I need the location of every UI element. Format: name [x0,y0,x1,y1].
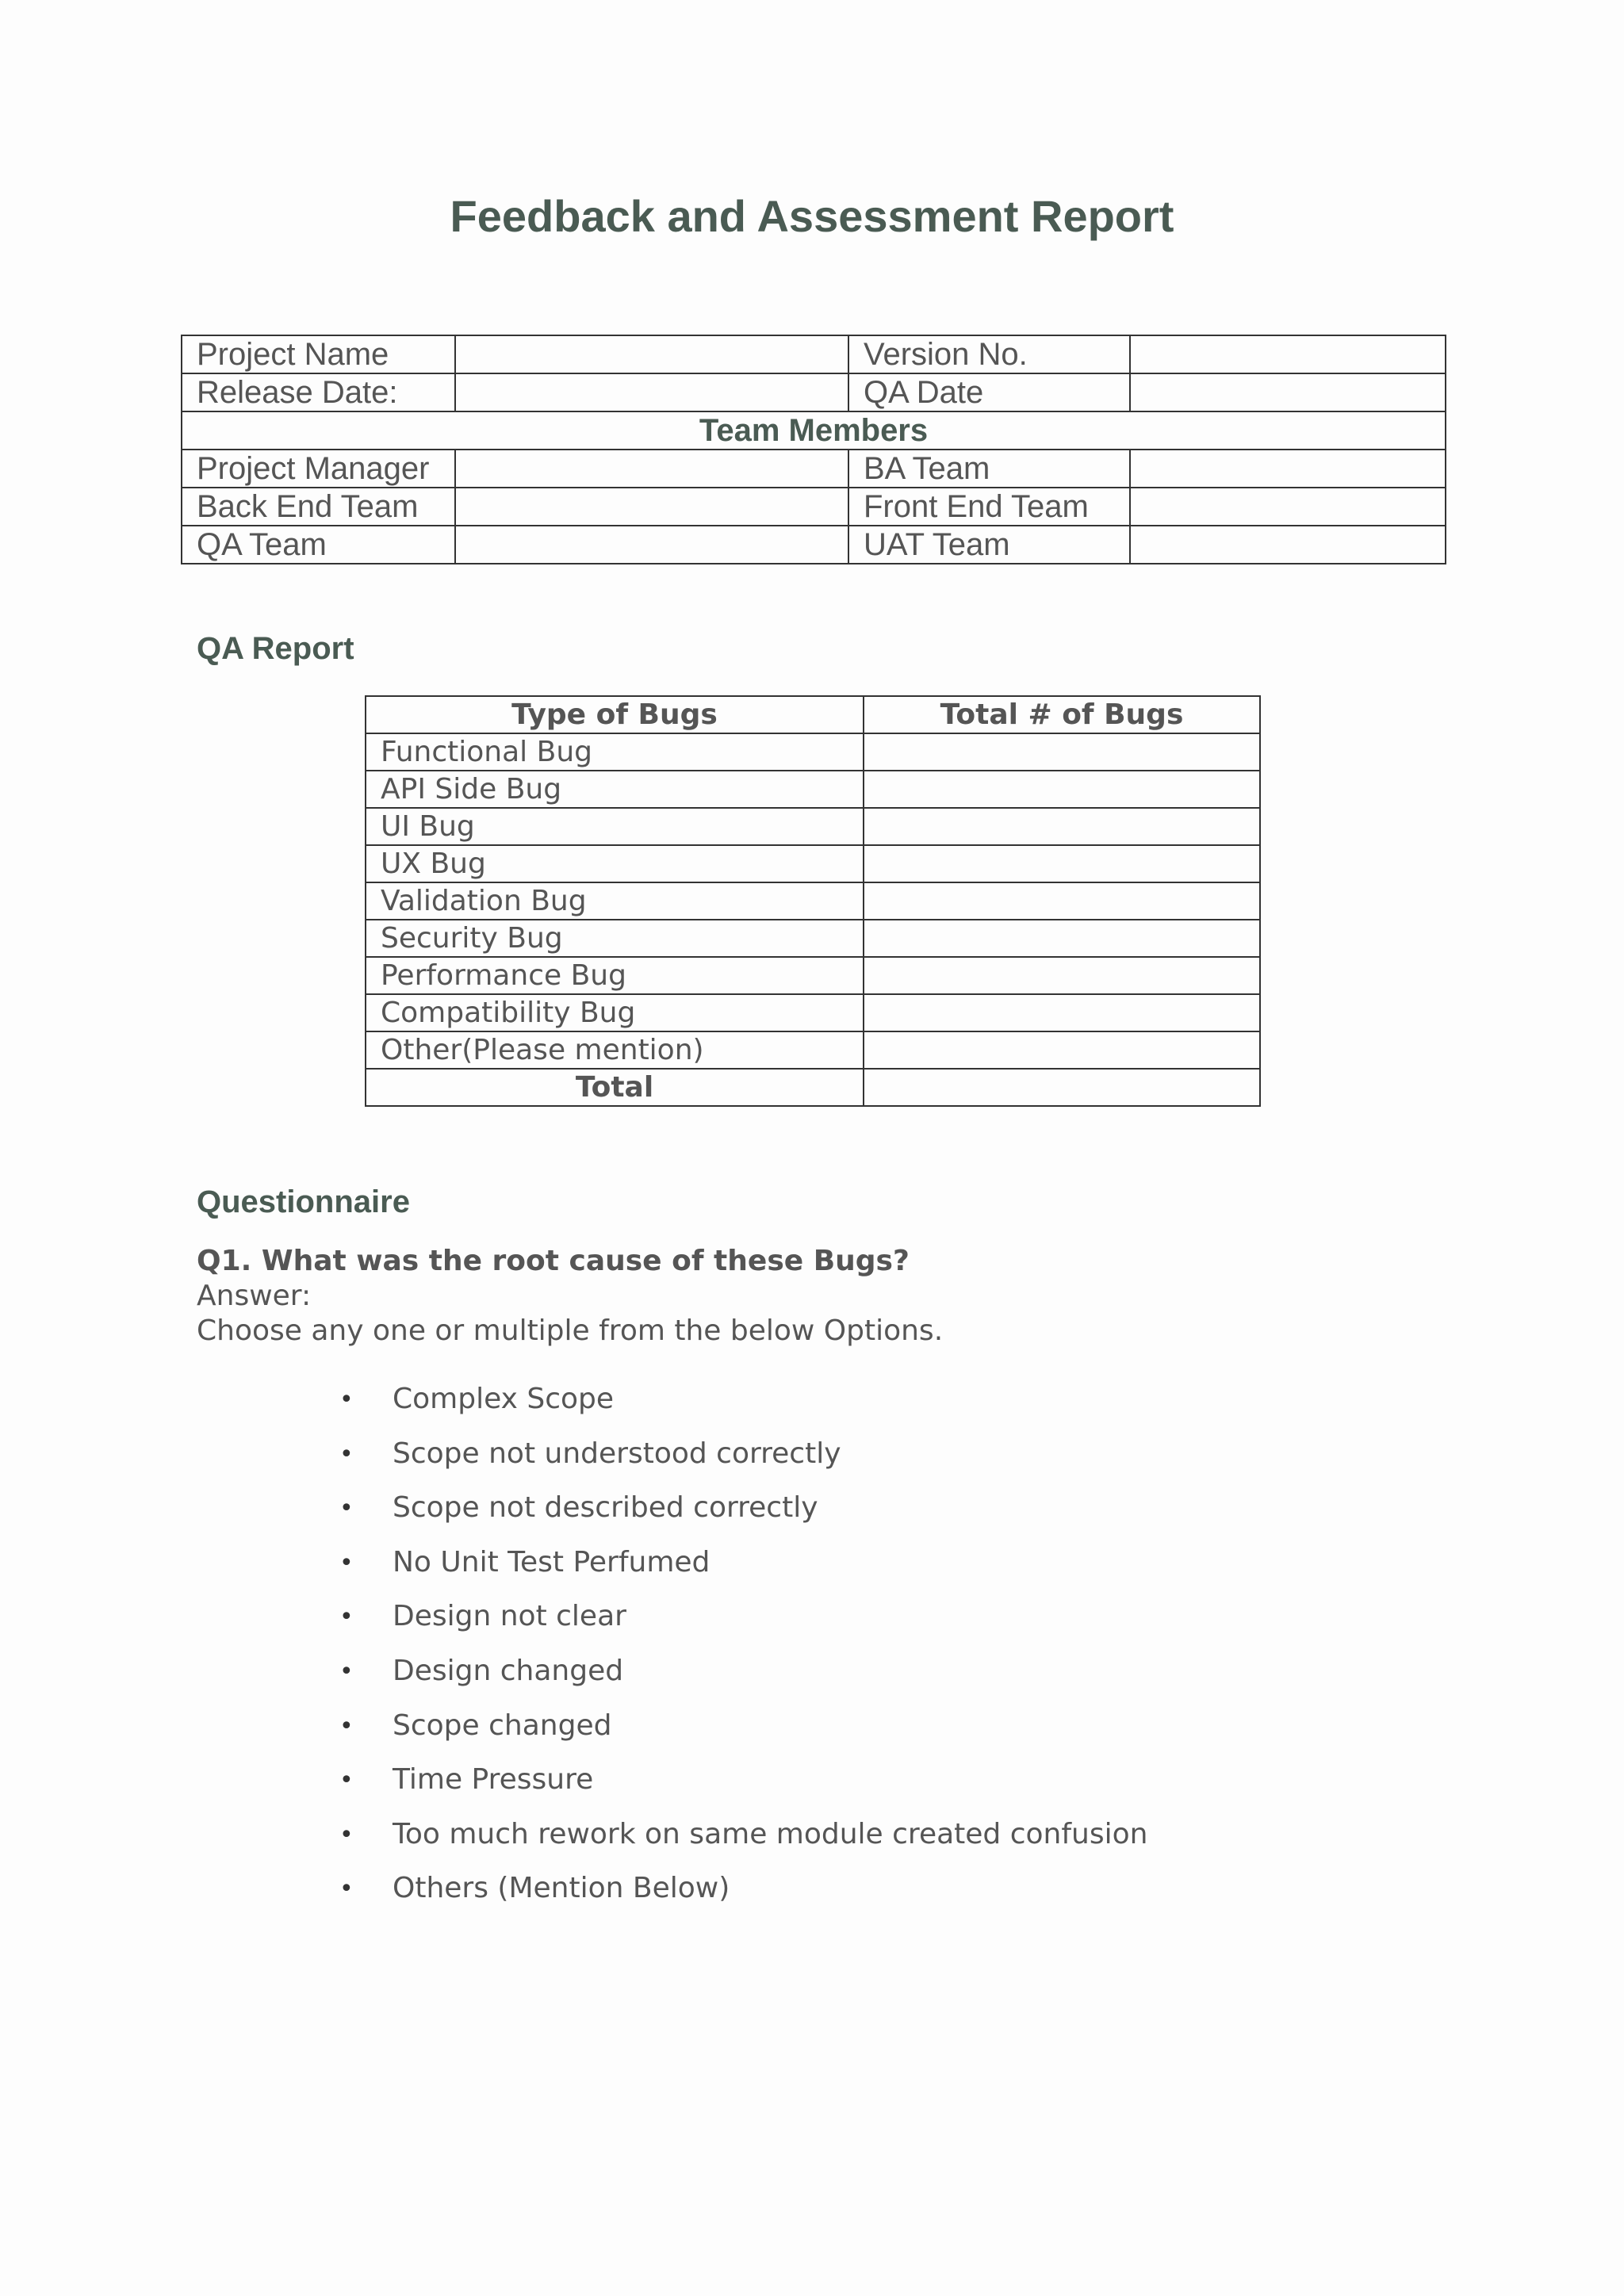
bug-count-field[interactable] [864,771,1260,808]
total-bugs-header: Total # of Bugs [864,696,1260,733]
type-of-bugs-header: Type of Bugs [366,696,864,733]
version-label: Version No. [848,335,1130,373]
version-field[interactable] [1130,335,1446,373]
table-row [182,373,1446,411]
page-title: Feedback and Assessment Report [450,191,1174,241]
ba-team-label: BA Team [848,450,1130,488]
bullet-icon: • [339,1875,354,1904]
qa-report-heading: QA Report [197,631,354,666]
option-label: Others (Mention Below) [393,1872,730,1905]
table-row [182,488,1446,526]
bug-count-field[interactable] [864,957,1260,994]
total-label: Total [366,1069,864,1106]
ba-team-field[interactable] [1130,450,1446,488]
option-label: Design not clear [393,1600,626,1633]
front-end-team-label: Front End Team [848,488,1130,526]
option-label: Scope not described correctly [393,1491,818,1525]
project-name-label: Project Name [182,335,455,373]
bug-type-cell: Compatibility Bug [366,994,864,1031]
qa-team-field[interactable] [455,526,848,564]
front-end-team-field[interactable] [1130,488,1446,526]
bug-type-cell: Security Bug [366,920,864,957]
question-1: Q1. What was the root cause of these Bugs? [197,1245,910,1277]
questionnaire-heading: Questionnaire [197,1184,410,1219]
answer-instruction: Choose any one or multiple from the below Options. [197,1314,944,1347]
bug-type-cell: Other(Please mention) [366,1031,864,1069]
option-label: Too much rework on same module created confusion [393,1817,1148,1850]
table-row [182,450,1446,488]
table-row [182,411,1446,450]
bug-count-field[interactable] [864,920,1260,957]
bug-count-field[interactable] [864,845,1260,882]
bullet-icon: • [339,1766,354,1795]
table-row [366,808,1260,845]
bug-type-cell: UX Bug [366,845,864,882]
option-label: Time Pressure [393,1763,594,1797]
table-row [366,882,1260,920]
bug-type-cell: API Side Bug [366,771,864,808]
option-label: No Unit Test Perfumed [393,1545,710,1578]
table-row [182,526,1446,564]
bug-type-cell: UI Bug [366,808,864,845]
bug-count-field[interactable] [864,1031,1260,1069]
qa-date-label: QA Date [848,373,1130,411]
table-row [366,957,1260,994]
bullet-icon: • [339,1820,354,1849]
project-manager-field[interactable] [455,450,848,488]
project-name-field[interactable] [455,335,848,373]
bug-count-field[interactable] [864,733,1260,771]
bug-type-cell: Functional Bug [366,733,864,771]
bug-type-cell: Performance Bug [366,957,864,994]
option-label: Scope not understood correctly [393,1437,841,1470]
table-row [366,994,1260,1031]
bullet-icon: • [339,1712,354,1740]
bullet-icon: • [339,1440,354,1468]
back-end-team-label: Back End Team [182,488,455,526]
table-row [366,845,1260,882]
table-row [182,335,1446,373]
bug-count-field[interactable] [864,882,1260,920]
uat-team-label: UAT Team [848,526,1130,564]
project-manager-label: Project Manager [182,450,455,488]
table-row [366,771,1260,808]
project-info-table [181,335,1446,564]
back-end-team-field[interactable] [455,488,848,526]
team-members-heading: Team Members [182,411,1446,450]
bug-type-cell: Validation Bug [366,882,864,920]
table-row-total [366,1069,1260,1106]
table-row [366,733,1260,771]
total-bugs-field[interactable] [864,1069,1260,1106]
bug-count-field[interactable] [864,994,1260,1031]
bullet-icon: • [339,1657,354,1686]
qa-date-field[interactable] [1130,373,1446,411]
release-date-label: Release Date: [182,373,455,411]
option-label: Complex Scope [393,1383,615,1415]
bullet-icon: • [339,1603,354,1632]
bullet-icon: • [339,1494,354,1523]
table-row [366,920,1260,957]
bullet-icon: • [339,1548,354,1577]
table-header-row [366,696,1260,733]
table-row [366,1031,1260,1069]
answer-label: Answer: [197,1280,312,1312]
uat-team-field[interactable] [1130,526,1446,564]
release-date-field[interactable] [455,373,848,411]
bug-summary-table [365,695,1261,1107]
bullet-icon: • [339,1386,354,1414]
bug-count-field[interactable] [864,808,1260,845]
qa-team-label: QA Team [182,526,455,564]
option-label: Scope changed [393,1709,612,1742]
option-label: Design changed [393,1654,624,1687]
